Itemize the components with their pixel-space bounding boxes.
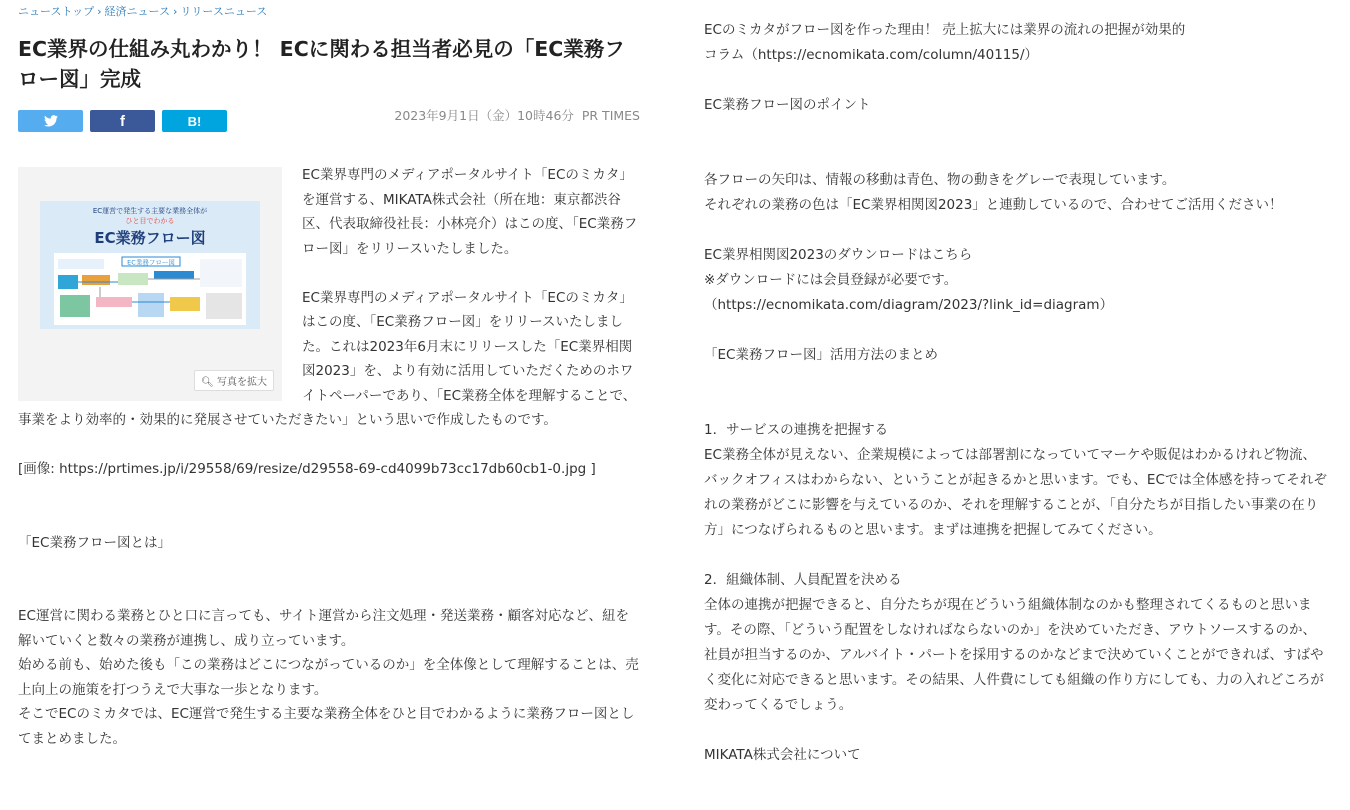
diagram-link[interactable]: （https://ecnomikata.com/diagram/2023/?link_id=diagram） bbox=[704, 297, 1114, 313]
section-heading: 「EC業務フロー図とは」 bbox=[18, 534, 171, 551]
publish-date: 2023年9月1日（金）10時46分 bbox=[394, 108, 574, 123]
paragraph-gap bbox=[704, 368, 1328, 418]
breadcrumb bbox=[18, 3, 267, 19]
hatena-bookmark-button[interactable] bbox=[162, 110, 227, 132]
article-body-left bbox=[18, 163, 640, 751]
body-paragraph: EC業界専門のメディアポータルサイト「ECのミカタ」を運営する、MIKATA株式会社（所在地：東京都渋谷区、代表取締役社長：小林亮介）はこの度、「EC業務フロー図」をリリースいたしました。 bbox=[302, 167, 638, 257]
paragraph-gap bbox=[704, 543, 1328, 568]
facebook-f-icon: f bbox=[120, 112, 125, 130]
body-paragraph: そこでECのミカタでは、EC運営で発生する主要な業務全体をひと目でわかるように業務フロー図としてまとめました。 bbox=[18, 706, 635, 747]
paragraph-gap bbox=[18, 433, 640, 458]
paragraph-gap bbox=[18, 482, 640, 507]
thumb-inner-label: EC業務フロー図 bbox=[127, 258, 175, 267]
breadcrumb-news-top[interactable]: ニューストップ bbox=[18, 5, 95, 18]
article-meta bbox=[394, 106, 640, 124]
paragraph-gap bbox=[18, 506, 640, 531]
body-line: 各フローの矢印は、情報の移動は青色、物の動きをグレーで表現しています。 bbox=[704, 172, 1176, 188]
section-heading: EC業務フロー図のポイント bbox=[704, 97, 871, 113]
paragraph-gap bbox=[704, 68, 1328, 93]
photo-spacer bbox=[18, 163, 302, 408]
paragraph-gap bbox=[704, 218, 1328, 243]
article-title: EC業界の仕組み丸わかり！ ECに関わる担当者必見の「EC業務フロー図」完成 bbox=[18, 37, 625, 91]
twitter-bird-icon bbox=[44, 115, 58, 127]
image-placeholder-text: [画像: https://prtimes.jp/i/29558/69/resize/d29558-69-cd4099b73cc17db60cb1-0.jpg ] bbox=[18, 461, 596, 477]
body-paragraph: EC運営に関わる業務とひと口に言っても、サイト運営から注文処理・発送業務・顧客対応など、紐を解いていくと数々の業務が連携し、成り立っています。 bbox=[18, 608, 630, 649]
section-heading: 「EC業務フロー図」活用方法のまとめ bbox=[704, 347, 938, 363]
breadcrumb-release[interactable]: リリースニュース bbox=[180, 5, 268, 18]
section-heading: MIKATA株式会社について bbox=[704, 747, 861, 763]
facebook-share-button[interactable] bbox=[90, 110, 155, 132]
paragraph-gap bbox=[704, 318, 1328, 343]
photo-zoom-label: 写真を拡大 bbox=[217, 377, 267, 388]
paragraph-gap bbox=[18, 555, 640, 580]
body-paragraph: EC業務全体が見えない、企業規模によっては部署割になっていてマーケや販促はわかるけれど物流、バックオフィスはわからない、ということが起きるかと思います。でも、ECでは全体感を持ってそれぞれの業務がどこに影響を与えているのか、それを理解することが、「自分たちが目指したい事業の在り方」につなげられるものと思います。まずは連携を把握してみてください。 bbox=[704, 447, 1327, 538]
source-name: PR TIMES bbox=[581, 108, 640, 123]
body-paragraph: それぞれの業務の色は「EC業界相関図2023」と連動しているので、合わせてご活用ください！ bbox=[704, 197, 1283, 213]
paragraph-gap bbox=[704, 118, 1328, 168]
body-line: ※ダウンロードには会員登録が必要です。 bbox=[704, 272, 958, 288]
thumb-line2: ひと目でわかる bbox=[125, 217, 175, 225]
thumb-line1: EC運営で発生する主要な業務全体が bbox=[92, 207, 208, 215]
body-line: ECのミカタがフロー図を作った理由！ 売上拡大には業界の流れの把握が効果的 bbox=[704, 22, 1186, 38]
breadcrumb-economy[interactable]: 経済ニュース bbox=[104, 5, 170, 18]
thumb-line3: EC業務フロー図 bbox=[94, 229, 206, 247]
column-link[interactable]: コラム（https://ecnomikata.com/column/40115/） bbox=[704, 47, 1039, 63]
hatena-b-icon: B! bbox=[187, 113, 202, 129]
breadcrumb-separator: › bbox=[97, 5, 102, 18]
article-right-column bbox=[704, 18, 1328, 768]
paragraph-gap bbox=[704, 718, 1328, 743]
paragraph-gap bbox=[18, 580, 640, 605]
body-paragraph: 始める前も、始めた後も「この業務はどこにつながっているのか」を全体像として理解することは、売上向上の施策を打つうえで大事な一歩となります。 bbox=[18, 657, 639, 698]
subsection-heading: 1．サービスの連携を把握する bbox=[704, 422, 889, 438]
body-paragraph: 全体の連携が把握できると、自分たちが現在どういう組織体制なのかも整理されてくるものと思います。その際、「どういう配置をしなければならないのか」を決めていただき、アウトソースするのか、社員が担当するのか、アルバイト・パートを採用するのかなどまで決めていくことができれば、すばやく変化に対応できると思います。その結果、人件費にしても組織の作り方にしても、力の入れどころが変わってくるでしょう。 bbox=[704, 597, 1324, 713]
subsection-heading: 2．組織体制、人員配置を決める bbox=[704, 572, 902, 588]
twitter-share-button[interactable] bbox=[18, 110, 83, 132]
breadcrumb-separator: › bbox=[172, 5, 178, 18]
zoom-icon: 🔍︎ bbox=[201, 377, 214, 388]
body-paragraph: EC業界専門のメディアポータルサイト「ECのミカタ」はこの度、「EC業務フロー図」をリリースいたしました。これは2023年6月末にリリースした「EC業界相関図2023」を、より有効に活用していただくためのホワイトペーパーであり、「EC業務全体を理解することで、事業をより効率的・効果的に発展させていただきたい」という思いで作成したものです。 bbox=[18, 289, 637, 428]
body-line: EC業界相関図2023のダウンロードはこちら bbox=[704, 247, 973, 263]
